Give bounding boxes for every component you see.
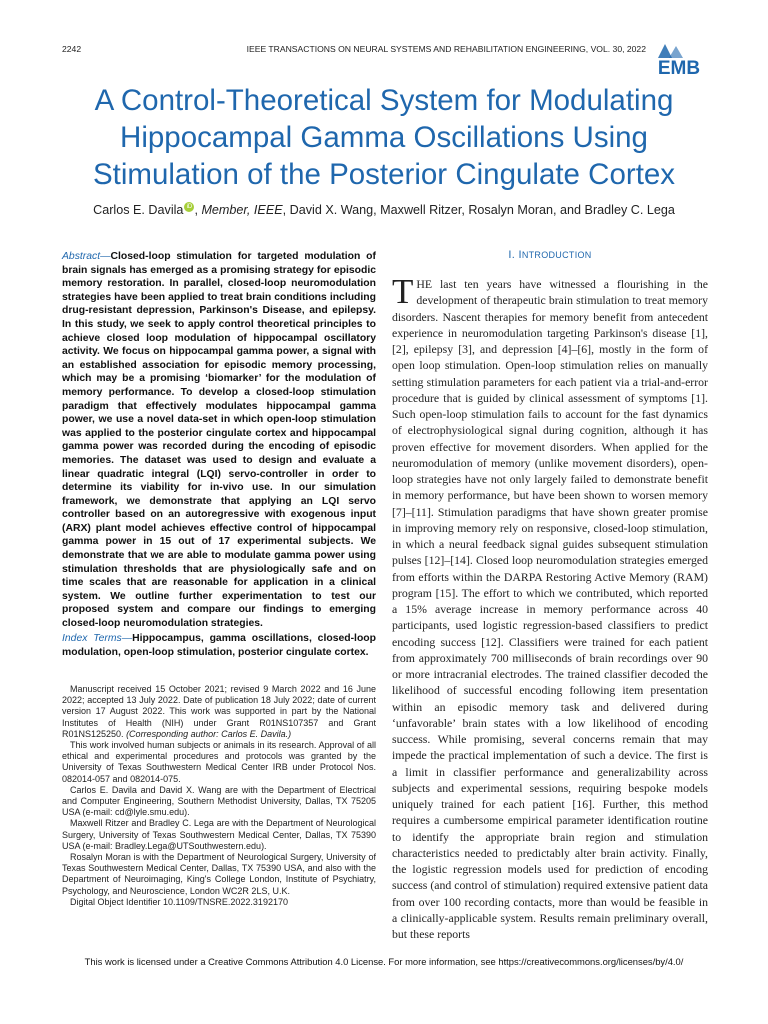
first-author: Carlos E. Davila — [93, 203, 184, 217]
title-line: Hippocampal Gamma Oscillations Using — [120, 121, 648, 154]
title-line: A Control-Theoretical System for Modulating — [94, 84, 674, 117]
footnotes — [62, 684, 376, 908]
footnote: Rosalyn Moran is with the Department of Neurological Surgery, University of Texas Southwestern Medical Center, Dallas, TX 75390 USA, and also with the Department of Neuroimaging, King's College London, Institute of Psychiatry, Psychology, and Neuroscience, London WC2R 2LS, U.K. — [62, 852, 376, 896]
title-line: Stimulation of the Posterior Cingulate Cortex — [92, 158, 676, 191]
license-footer: This work is licensed under a Creative Commons Attribution 4.0 License. For more information, see https://creativecommons.org/licenses/by/4.0/ — [84, 956, 684, 967]
other-authors: , David X. Wang, Maxwell Ritzer, Rosalyn Moran, and Bradley C. Lega — [282, 203, 675, 217]
footnote: This work involved human subjects or animals in its research. Approval of all ethical and experimental procedures and protocols was granted by the University of Texas Southwestern Medical Center IRB under Protocol Nos. 082014-057 and 082014-075. — [62, 740, 376, 784]
index-terms — [62, 632, 376, 659]
corresponding-author: (Corresponding author: Carlos E. Davila.) — [126, 728, 292, 739]
intro-paragraph: HE last ten years have witnessed a flourishing in the development of therapeutic brain stimulation to treat memory disorders. Nascent therapies for memory benefit from antecedent experience in neuromodulation targeting Parkinson's disease [1], [2], epilepsy [3], and depression [4]–[6], mostly in the form of open loop stimulation. Open-loop stimulation relies on manually setting stimulation parameters for each patient via a trial-and-error procedure that is guided by clinical assessment of symptoms [1]. Such open-loop stimulation fails to account for the fast dynamics of electrophysiological signal during cognition, although it has proven effective for movement disorders. When applied for the neuromodulation of memory (unlike movement disorders), open-loop strategies have not only largely failed to demonstrate benefit in memory performance, but have been shown to worsen memory [7]–[11]. Stimulation paradigms that have shown greater promise in improving memory rely on responsive, closed-loop stimulation, in which a neural feedback signal guides subsequent stimulation pulses [12]–[14]. Closed loop neuromodulation strategies emerged from efforts within the DARPA Restoring Active Memory (RAM) program [15]. The effort to which we contributed, which reported a 15% average increase in memory performance across 40 participants, used logistic regression-based classifiers to predict encoding success [12]. Classifiers were trained for each patient from approximately 700 milliseconds of brain recordings over 90 or more intracranial electrodes. The trained classifier decoded the likelihood of successful encoding following item presentation within an episodic memory task and delivered during ‘unfavorable’ brain states with a low likelihood of encoding success. While promising, several concerns remain that may impede the practical implementation of such a device. The first is a limit in classifier performance and generalizability across subjects and experimental sessions, requiring bespoke models uniquely trained for each patient [16]. Further, this method requires a cumbersome empirical parameter identification routine to identify the appropriate brain region and stimulation characteristics needed to predictably alter brain activity. Finally, the logistic regression models used for prediction of encoding success (and control of stimulation) required extensive patient data from over 100 recording contacts, more than would be feasible in a clinically-applicable system. Results remain preliminary overall, but these reports — [392, 277, 708, 941]
footnote: Maxwell Ritzer and Bradley C. Lega are with the Department of Neurological Surgery, University of Texas Southwestern Medical Center, Dallas, TX 75390 USA (e-mail: Bradley.Lega@UTSouthwestern.edu). — [62, 818, 376, 851]
abstract-text: Closed-loop stimulation for targeted modulation of brain signals has emerged as a promising strategy for episodic memory restoration. In parallel, closed-loop neuromodulation strategies have been applied to treat brain conditions including drug-resistant depression, Parkinson's Disease, and epilepsy. In this study, we seek to apply control theoretical principles to achieve closed loop modulation of hippocampal oscillatory activity. We focus on hippocampal gamma power, a signal with an established association for episodic memory processing, which may be a promising ‘biomarker’ for the modulation of memory performance. To develop a closed-loop stimulation paradigm that effectively modulates hippocampal gamma power, we use a novel data-set in which open-loop stimulation was applied to the posterior cingulate cortex and hippocampal gamma power was recorded during the encoding of episodic memories. The dataset was used to design and evaluate a linear quadratic integral (LQI) servo-controller in order to determine its viability for in-vivo use. In our simulation framework, we demonstrate that applying an LQI servo controller based on an autoregressive with exogenous input (ARX) plant model achieves effective control of hippocampal gamma power in 15 out of 17 experimental subjects. We demonstrate that we are able to modulate gamma power using stimulation thresholds that are physiologically safe and on time scales that are reasonable for application in a clinical system. We outline further experimentation to test our proposed system and compare our findings to emerging closed-loop neuromodulation strategies. — [62, 251, 376, 630]
drop-cap: T — [392, 272, 414, 311]
abstract-label: Abstract— — [62, 251, 111, 262]
running-header — [62, 44, 646, 58]
membership: Member, IEEE — [201, 203, 283, 217]
paper-title — [40, 82, 728, 193]
abstract — [62, 250, 376, 631]
introduction-text — [392, 272, 708, 942]
journal-name: IEEE TRANSACTIONS ON NEURAL SYSTEMS AND REHABILITATION ENGINEERING, VOL. 30, 2022 — [246, 44, 646, 54]
index-terms-label: Index Terms— — [62, 633, 133, 644]
emb-logo — [652, 40, 706, 78]
orcid-icon[interactable]: iD — [184, 202, 194, 212]
footnote: Carlos E. Davila and David X. Wang are with the Department of Electrical and Computer Engineering, Southern Methodist University, Dallas, TX 75205 USA (e-mail: cd@lyle.smu.edu). — [62, 784, 376, 818]
index-terms-text: Hippocampus, gamma oscillations, closed-loop modulation, open-loop stimulation, posterior cingulate cortex. — [62, 633, 376, 658]
logo-text: EMB — [657, 58, 701, 78]
page-number: 2242 — [62, 44, 82, 54]
section-heading: I. INTRODUCTION — [508, 249, 592, 261]
footnote-manuscript: Manuscript received 15 October 2021; revised 9 March 2022 and 16 June 2022; accepted 13 July 2022. Date of publication 18 July 2022; date of current version 17 August 2022. This work was supported in part by the National Institutes of Health (NIH) under Grant R01NS107357 and Grant R01NS125250. (Corresponding author: Carlos E. Davila.) — [62, 684, 376, 739]
doi: Digital Object Identifier 10.1109/TNSRE.2022.3192170 — [70, 896, 288, 907]
author-list: Carlos E. Davila iD , Member, IEEE, David X. Wang, Maxwell Ritzer, Rosalyn Moran, and Bradley C. Lega — [93, 203, 675, 217]
